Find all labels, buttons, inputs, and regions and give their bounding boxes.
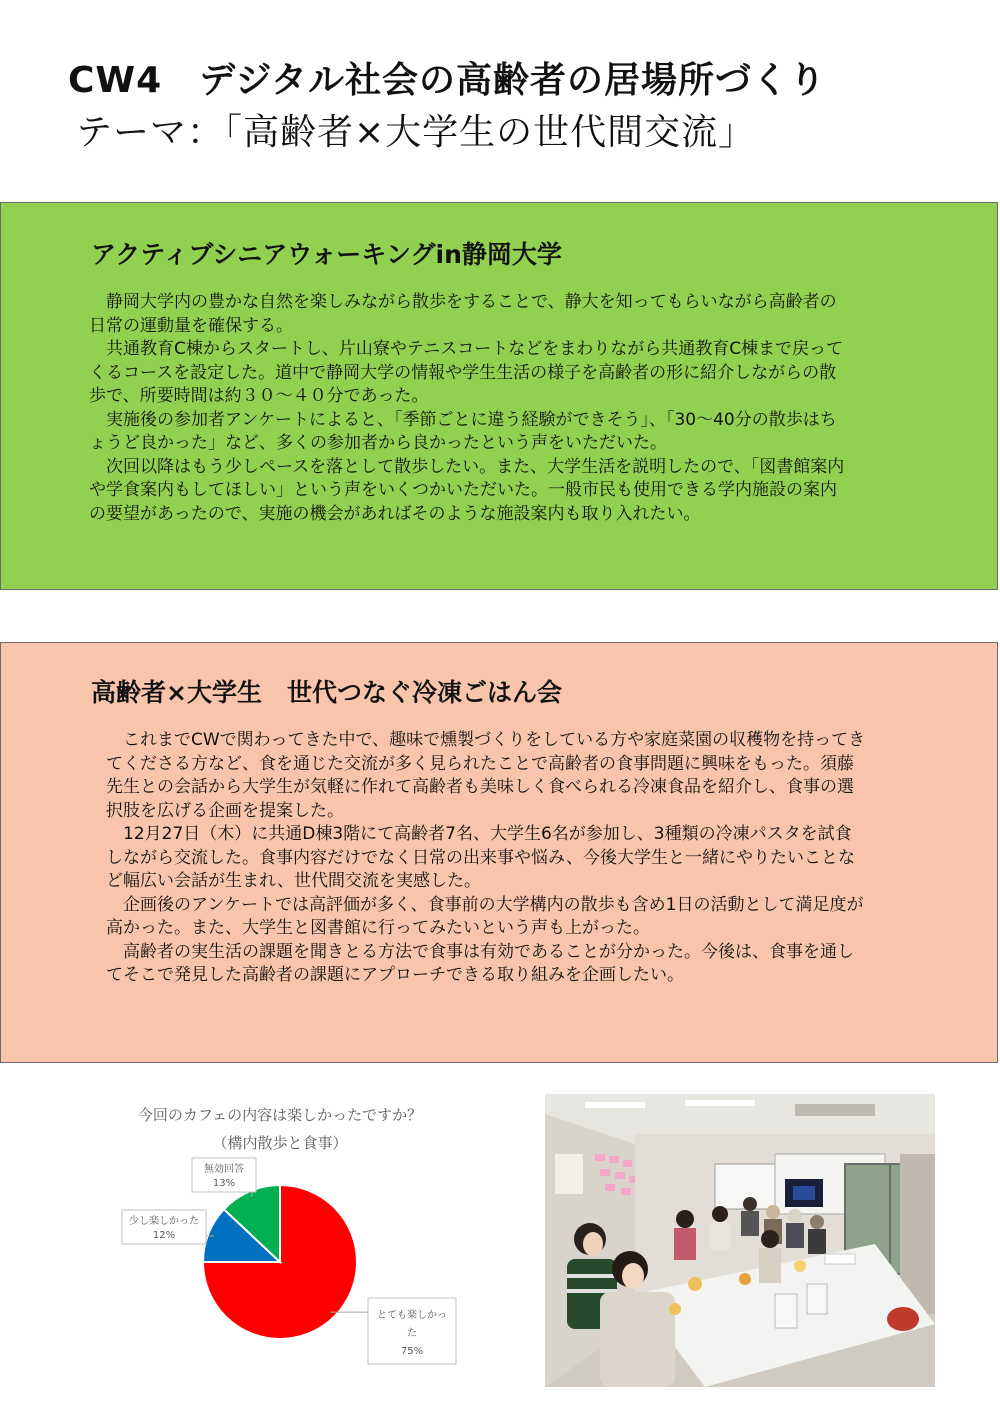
paragraph: 静岡大学内の豊かな自然を楽しみながら散歩をすることで、静大を知ってもらいながら高齢者の日常の運動量を確保する。 [89,292,837,336]
pie-chart [100,1090,500,1410]
page-title: CW4 デジタル社会の高齢者の居場所づくり [68,60,827,101]
section-walking-heading: アクティブシニアウォーキングin静岡大学 [91,240,562,269]
paragraph: 実施後の参加者アンケートによると、「季節ごとに違う経験ができそう」、「30～40分の散歩はちょうど良かった」など、多くの参加者から良かったという声をいただいた。 [89,409,837,453]
paragraph: 次回以降はもう少しペースを落として散歩したい。また、大学生活を説明したので、「図書館案内や学食案内もしてほしい」という声をいくつかいただいた。一般市民も使用できる学内施設の案内の要望があったので、実施の機会があればそのような施設案内も取り入れたい。 [89,456,845,524]
paragraph: 企画後のアンケートでは高評価が多く、食事前の大学構内の散歩も含め1日の活動として満足度が高かった。また、大学生と図書館に行ってみたいという声も上がった。 [106,894,864,938]
section-walking-body [89,291,849,526]
slice-value-label: 75% [400,1346,424,1357]
section-frozen-meal [0,642,998,1063]
pie-slices [203,1185,357,1339]
slice-label: とても楽しかっ [377,1310,447,1321]
paragraph: これまでCWで関わってきた中で、趣味で燻製づくりをしている方や家庭菜園の収穫物を持ってきてくださる方など、食を通じた交流が多く見られたことで高齢者の食事問題に興味をもった。須藤先生との会話から大学生が気軽に作れて高齢者も美味しく食べられる冷凍食品を紹介し、食事の選択肢を広げる企画を提案した。 [106,730,866,821]
slice-value-label: 12% [152,1230,176,1241]
paragraph: 12月27日（木）に共通D棟3階にて高齢者7名、大学生6名が参加し、3種類の冷凍パスタを試食しながら交流した。食事内容だけでなく日常の出来事や悩み、今後大学生と一緒にやりたいことなど幅広い会話が生まれ、世代間交流を実感した。 [106,824,856,891]
slice-value-label: 13% [212,1178,236,1189]
chart-subtitle: （構内散歩と食事） [212,1134,348,1152]
paragraph: 共通教育C棟からスタートし、片山寮やテニスコートなどをまわりながら共通教育C棟まで戻ってくるコースを設定した。道中で静岡大学の情報や学生生活の様子を高齢者の形に紹介しながらの散歩で、所要時間は約３０～４０分であった。 [89,339,844,406]
section-walking [0,202,998,590]
slice-label: 無効回答 [204,1164,244,1175]
slice-label: 少し楽しかった [129,1216,199,1227]
event-photo [545,1094,935,1387]
section-frozen-meal-heading: 高齢者×大学生 世代つなぐ冷凍ごはん会 [91,678,562,707]
chart-title: 今回のカフェの内容は楽しかったですか？ [137,1106,423,1124]
paragraph: 高齢者の実生活の課題を聞きとる方法で食事は有効であることが分かった。今後は、食事を通してそこで発見した高齢者の課題にアプローチできる取り組みを企画したい。 [106,941,854,985]
page-theme: テーマ：「高齢者×大学生の世代間交流」 [76,112,756,153]
slice-label: た [407,1328,417,1339]
section-frozen-meal-body [106,729,866,988]
photo-icon [545,1094,935,1387]
